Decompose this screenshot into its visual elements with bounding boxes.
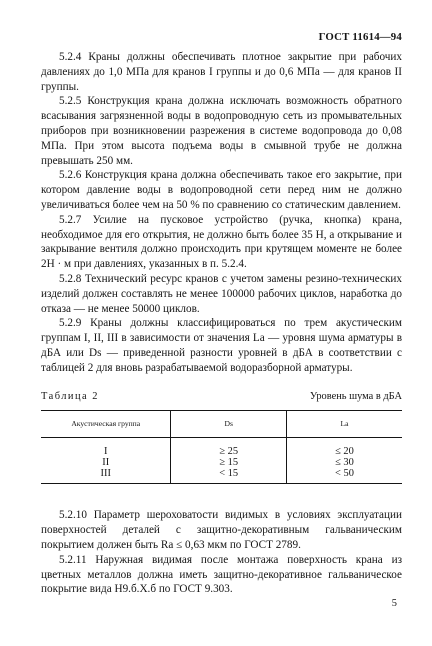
standard-header: ГОСТ 11614—94 [318, 31, 402, 43]
column-header-group: Акустическая группа [41, 411, 171, 438]
paragraph-5-2-9: 5.2.9 Краны должны классифицироваться по трем акустическим группам I, II, III в зависимости от значения La — уровня шума арматуры в дБА или Ds — приведенной разности уровней в дБА в соответствии с таблицей 2 для вновь разрабатываемой водоразборной арматуры. [41, 317, 402, 374]
table-unit-note: Уровень шума в дБА [309, 390, 402, 402]
paragraph-5-2-11: 5.2.11 Наружная видимая после монтажа поверхность крана из цветных металлов должна иметь защитно-декоративное гальваническое покрытие вида Н9.б.Х.б по ГОСТ 9.303. [41, 553, 402, 596]
la-value: ≤ 20 [335, 446, 354, 458]
paragraph-5-2-8: 5.2.8 Технический ресурс кранов с учетом замены резино-технических изделий должен составлять не менее 100000 рабочих циклов, наработка до отказа — не менее 50000 циклов. [41, 272, 402, 315]
page-content [41, 50, 402, 597]
la-value: < 50 [335, 468, 354, 480]
paragraph-5-2-6: 5.2.6 Конструкция крана должна обеспечивать такое его закрытие, при котором давление воды в водопроводной сети перед ним не должно увеличиваться более чем на 50 % по сравнению со статическим давлением. [41, 169, 402, 211]
paragraph-5-2-4: 5.2.4 Краны должны обеспечивать плотное закрытие при рабочих давлениях до 1,0 МПа для кранов I группы и до 0,6 МПа — для кранов II группы. [41, 51, 402, 93]
table-header-row [41, 411, 402, 438]
table-row [41, 438, 402, 484]
column-header-la: La [286, 411, 402, 438]
post-table-section [41, 508, 402, 597]
column-header-ds: Ds [171, 411, 287, 438]
group-value: I [103, 446, 108, 458]
group-value: III [100, 468, 111, 480]
ds-value: < 15 [219, 468, 239, 480]
ds-value: ≥ 25 [219, 446, 239, 458]
ds-value: ≥ 15 [219, 457, 239, 469]
table-title: Таблица 2 [41, 390, 99, 402]
table-caption-row [41, 390, 402, 405]
group-value: II [102, 457, 110, 469]
la-cell [286, 438, 402, 484]
ds-cell [171, 438, 287, 484]
group-cell [41, 438, 171, 484]
page-number: 5 [391, 598, 397, 609]
paragraph-5-2-10: 5.2.10 Параметр шероховатости видимых в условиях эксплуатации поверхностей деталей с защитно-декоративным гальваническим покрытием должен быть Ra ≤ 0,63 мкм по ГОСТ 2789. [41, 509, 402, 551]
acoustic-group-table [41, 410, 402, 484]
paragraph-5-2-5: 5.2.5 Конструкция крана должна исключать возможность обратного всасывания загрязненной воды в водопроводную сеть из промывательных приборов при возникновении разрежения в системе водопровода до 0,08 МПа. При этом высота подъема воды в смывной трубе не должна превышать 250 мм. [41, 95, 402, 167]
la-value: ≤ 30 [335, 457, 354, 469]
paragraph-5-2-7: 5.2.7 Усилие на пусковое устройство (ручка, кнопка) крана, необходимое для его открытия, не должно быть более 35 Н, а открывание и закрывание вентиля должно происходить при крутящем моменте не более 2Н · м при давлениях, указанных в п. 5.2.4. [41, 213, 402, 271]
